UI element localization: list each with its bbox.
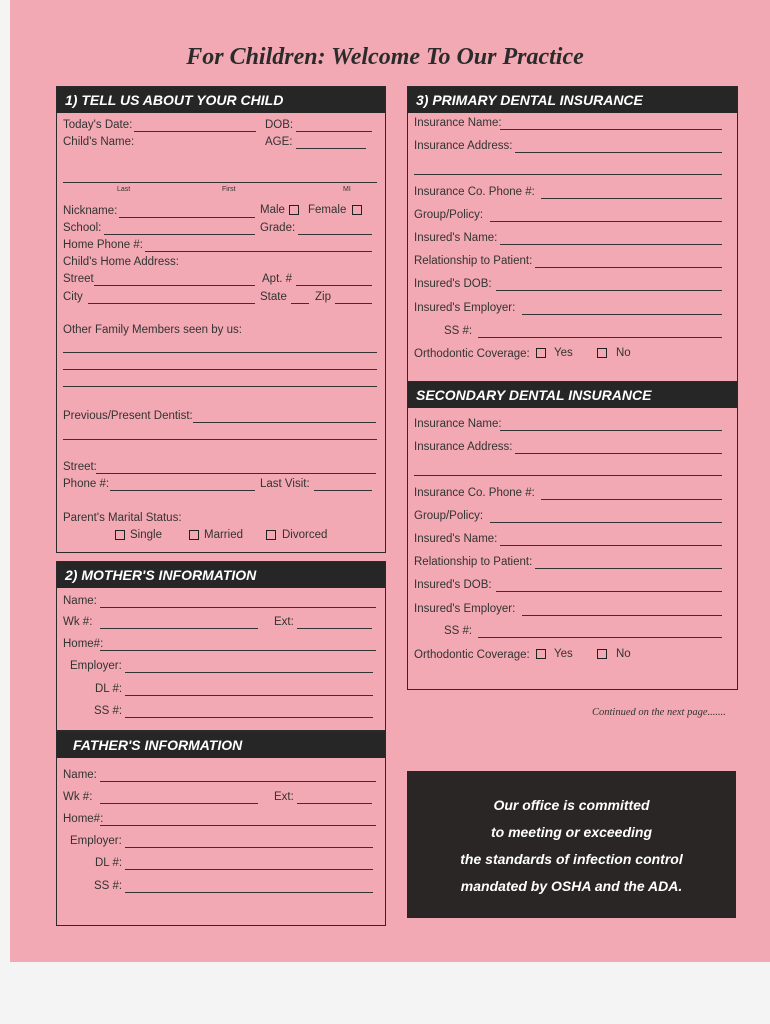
primary-group-label: Group/Policy: xyxy=(414,209,484,221)
age-label: AGE: xyxy=(265,136,293,148)
father-ext-label: Ext: xyxy=(274,791,294,803)
female-label: Female xyxy=(308,204,347,216)
mother-ss-label: SS #: xyxy=(94,705,123,717)
dob-field[interactable] xyxy=(296,131,372,132)
osha-line-1: Our office is committed xyxy=(493,797,650,813)
mother-name-label: Name: xyxy=(63,595,97,607)
secondary-insured-name-label: Insured's Name: xyxy=(414,533,498,545)
secondary-ins-phone-label: Insurance Co. Phone #: xyxy=(414,487,535,499)
male-checkbox[interactable] xyxy=(289,205,299,215)
primary-ss-field[interactable] xyxy=(478,337,722,338)
name-mi-caption: MI xyxy=(343,186,351,193)
father-ss-field[interactable] xyxy=(125,892,373,893)
father-home-field[interactable] xyxy=(100,825,376,826)
nickname-label: Nickname: xyxy=(63,205,118,217)
osha-line-2: to meeting or exceeding xyxy=(490,824,653,840)
secondary-ins-address-field[interactable] xyxy=(515,453,722,454)
secondary-ins-name-label: Insurance Name: xyxy=(414,418,502,430)
dentist-phone-field[interactable] xyxy=(110,490,255,491)
mother-wk-label: Wk #: xyxy=(63,616,93,628)
secondary-ins-name-field[interactable] xyxy=(500,430,722,431)
primary-insured-name-label: Insured's Name: xyxy=(414,232,498,244)
secondary-ins-address-label: Insurance Address: xyxy=(414,441,513,453)
secondary-ins-address-line-2[interactable] xyxy=(414,475,722,476)
father-dl-field[interactable] xyxy=(125,869,373,870)
primary-ortho-yes-checkbox[interactable] xyxy=(536,348,546,358)
secondary-ortho-label: Orthodontic Coverage: xyxy=(414,649,530,661)
primary-ins-phone-label: Insurance Co. Phone #: xyxy=(414,186,535,198)
secondary-insurance-header: SECONDARY DENTAL INSURANCE xyxy=(408,382,737,408)
mother-ss-field[interactable] xyxy=(125,717,373,718)
continued-note: Continued on the next page....... xyxy=(592,707,726,718)
zip-field[interactable] xyxy=(335,303,372,304)
mother-wk-field[interactable] xyxy=(100,628,258,629)
city-label: City xyxy=(63,291,83,303)
previous-dentist-field[interactable] xyxy=(193,422,376,423)
other-family-line-1[interactable] xyxy=(63,352,377,353)
married-checkbox[interactable] xyxy=(189,530,199,540)
dentist-street-label: Street: xyxy=(63,461,97,473)
primary-ins-phone-field[interactable] xyxy=(541,198,722,199)
primary-insured-employer-label: Insured's Employer: xyxy=(414,302,516,314)
secondary-ortho-no-label: No xyxy=(616,648,631,660)
mother-name-field[interactable] xyxy=(100,607,376,608)
father-name-field[interactable] xyxy=(100,781,376,782)
city-field[interactable] xyxy=(88,303,255,304)
father-dl-label: DL #: xyxy=(95,857,123,869)
divorced-checkbox[interactable] xyxy=(266,530,276,540)
home-address-label: Child's Home Address: xyxy=(63,256,179,268)
todays-date-field[interactable] xyxy=(134,131,256,132)
primary-ins-name-label: Insurance Name: xyxy=(414,117,502,129)
previous-dentist-label: Previous/Present Dentist: xyxy=(63,410,193,422)
child-section-header: 1) TELL US ABOUT YOUR CHILD xyxy=(57,87,385,113)
single-label: Single xyxy=(130,529,162,541)
secondary-insured-employer-field[interactable] xyxy=(522,615,722,616)
home-phone-label: Home Phone #: xyxy=(63,239,143,251)
age-field[interactable] xyxy=(296,148,366,149)
mother-home-label: Home#: xyxy=(63,638,104,650)
father-section-header: FATHER'S INFORMATION xyxy=(57,732,385,758)
state-field[interactable] xyxy=(291,303,309,304)
primary-relationship-field[interactable] xyxy=(535,267,722,268)
male-label: Male xyxy=(260,204,285,216)
married-label: Married xyxy=(204,529,243,541)
primary-insured-dob-label: Insured's DOB: xyxy=(414,278,492,290)
name-first-caption: First xyxy=(222,186,236,193)
secondary-group-field[interactable] xyxy=(490,522,722,523)
mother-ext-field[interactable] xyxy=(297,628,372,629)
secondary-ortho-yes-checkbox[interactable] xyxy=(536,649,546,659)
secondary-insured-name-field[interactable] xyxy=(500,545,722,546)
primary-ins-address-label: Insurance Address: xyxy=(414,140,513,152)
zip-label: Zip xyxy=(315,291,331,303)
father-wk-field[interactable] xyxy=(100,803,258,804)
secondary-relationship-field[interactable] xyxy=(535,568,722,569)
father-ext-field[interactable] xyxy=(297,803,372,804)
primary-relationship-label: Relationship to Patient: xyxy=(414,255,533,267)
grade-label: Grade: xyxy=(260,222,296,234)
school-field[interactable] xyxy=(104,234,255,235)
primary-ortho-no-checkbox[interactable] xyxy=(597,348,607,358)
secondary-ss-label: SS #: xyxy=(444,625,473,637)
secondary-ortho-yes-label: Yes xyxy=(554,648,573,660)
dentist-street-field[interactable] xyxy=(96,473,376,474)
osha-line-4: mandated by OSHA and the ADA. xyxy=(460,878,683,894)
apt-label: Apt. # xyxy=(262,273,293,285)
secondary-ss-field[interactable] xyxy=(478,637,722,638)
father-section xyxy=(56,731,386,926)
secondary-ins-phone-field[interactable] xyxy=(541,499,722,500)
primary-insured-employer-field[interactable] xyxy=(522,314,722,315)
mother-ext-label: Ext: xyxy=(274,616,294,628)
secondary-ortho-no-checkbox[interactable] xyxy=(597,649,607,659)
father-home-label: Home#: xyxy=(63,813,104,825)
name-last-caption: Last xyxy=(117,186,131,193)
primary-ins-name-field[interactable] xyxy=(500,129,722,130)
childs-name-label: Child's Name: xyxy=(63,136,135,148)
previous-dentist-line-2[interactable] xyxy=(63,439,377,440)
primary-ortho-no-label: No xyxy=(616,347,631,359)
mother-employer-label: Employer: xyxy=(70,660,122,672)
dob-label: DOB: xyxy=(265,119,294,131)
secondary-insured-employer-label: Insured's Employer: xyxy=(414,603,516,615)
mother-home-field[interactable] xyxy=(100,650,376,651)
female-checkbox[interactable] xyxy=(352,205,362,215)
secondary-group-label: Group/Policy: xyxy=(414,510,484,522)
street-field[interactable] xyxy=(94,285,255,286)
childs-name-field[interactable] xyxy=(63,182,377,183)
divorced-label: Divorced xyxy=(282,529,328,541)
secondary-insured-dob-label: Insured's DOB: xyxy=(414,579,492,591)
primary-insured-name-field[interactable] xyxy=(500,244,722,245)
state-label: State xyxy=(260,291,287,303)
other-family-line-3[interactable] xyxy=(63,386,377,387)
last-visit-label: Last Visit: xyxy=(260,478,310,490)
single-checkbox[interactable] xyxy=(115,530,125,540)
primary-ortho-yes-label: Yes xyxy=(554,347,573,359)
primary-insured-dob-field[interactable] xyxy=(496,290,722,291)
other-family-line-2[interactable] xyxy=(63,369,377,370)
osha-notice xyxy=(407,771,736,918)
mother-section-header: 2) MOTHER'S INFORMATION xyxy=(57,562,385,588)
primary-ins-address-field[interactable] xyxy=(515,152,722,153)
osha-line-3: the standards of infection control xyxy=(460,851,683,867)
grade-field[interactable] xyxy=(298,234,372,235)
secondary-relationship-label: Relationship to Patient: xyxy=(414,556,533,568)
mother-employer-field[interactable] xyxy=(125,672,373,673)
primary-ss-label: SS #: xyxy=(444,325,473,337)
street-label: Street xyxy=(63,273,94,285)
father-ss-label: SS #: xyxy=(94,880,123,892)
primary-group-field[interactable] xyxy=(490,221,722,222)
todays-date-label: Today's Date: xyxy=(63,119,133,131)
nickname-field[interactable] xyxy=(119,217,255,218)
father-employer-label: Employer: xyxy=(70,835,122,847)
father-wk-label: Wk #: xyxy=(63,791,93,803)
last-visit-field[interactable] xyxy=(314,490,372,491)
primary-ortho-label: Orthodontic Coverage: xyxy=(414,348,530,360)
other-family-label: Other Family Members seen by us: xyxy=(63,324,242,336)
marital-status-label: Parent's Marital Status: xyxy=(63,512,182,524)
primary-ins-address-line-2[interactable] xyxy=(414,174,722,175)
primary-insurance-header: 3) PRIMARY DENTAL INSURANCE xyxy=(408,87,737,113)
father-name-label: Name: xyxy=(63,769,97,781)
home-phone-field[interactable] xyxy=(145,251,372,252)
school-label: School: xyxy=(63,222,102,234)
mother-dl-label: DL #: xyxy=(95,683,123,695)
secondary-insured-dob-field[interactable] xyxy=(496,591,722,592)
page-title: For Children: Welcome To Our Practice xyxy=(186,44,584,70)
mother-dl-field[interactable] xyxy=(125,695,373,696)
dentist-phone-label: Phone #: xyxy=(63,478,110,490)
apt-field[interactable] xyxy=(296,285,372,286)
father-employer-field[interactable] xyxy=(125,847,373,848)
